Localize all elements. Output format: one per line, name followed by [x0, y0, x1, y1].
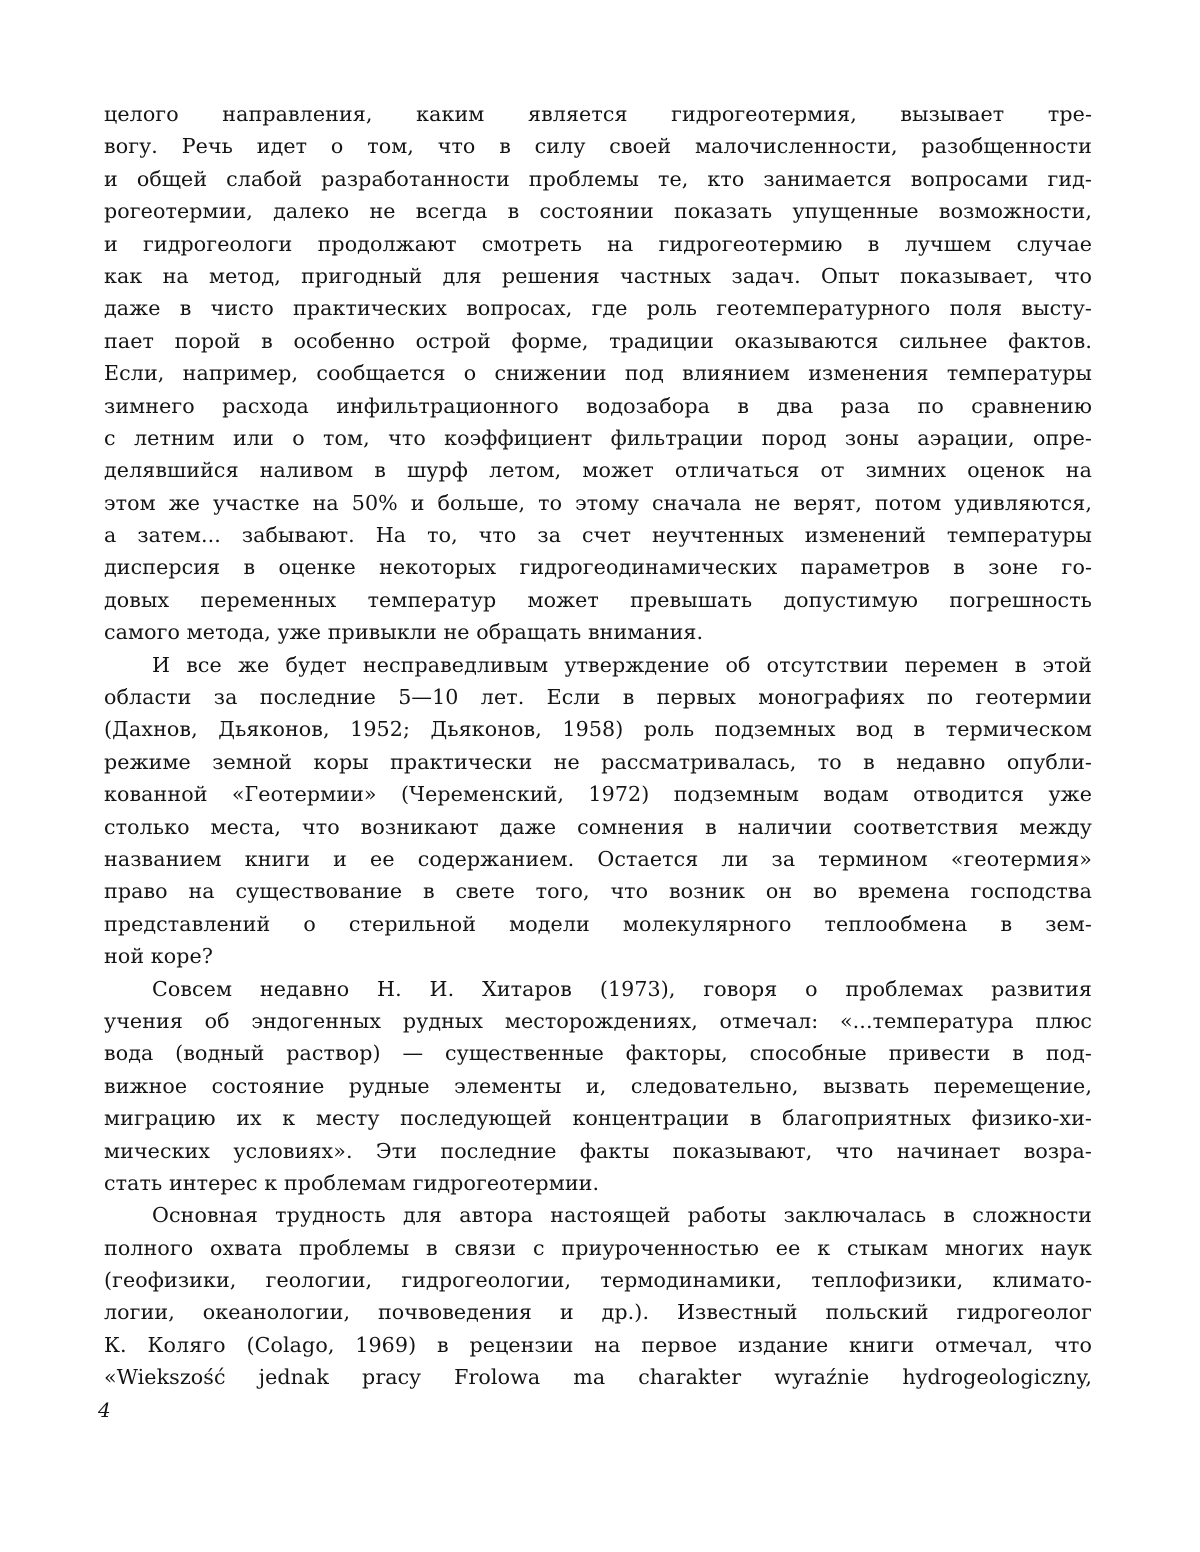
text-line: вогу. Речь идет о том, что в силу своей малочисленности, разобщенности [104, 134, 1092, 159]
text-line: ной коре? [104, 944, 213, 969]
paragraph-2 [104, 649, 1092, 973]
text-line: право на существование в свете того, что возник он во времена господства [104, 879, 1092, 904]
text-line: (геофизики, геологии, гидрогеологии, термодинамики, теплофизики, климато- [104, 1268, 1092, 1293]
text-line: даже в чисто практических вопросах, где роль геотемпературного поля высту- [104, 296, 1092, 321]
text-line: довых переменных температур может превышать допустимую погрешность [104, 587, 1092, 612]
text-line: рогеотермии, далеко не всегда в состоянии показать упущенные возможности, [104, 199, 1092, 224]
text-line: «Wiekszość jednak pracy Frolowa ma charakter wyraźnie hydrogeologiczny, [104, 1365, 1092, 1390]
text-line: зимнего расхода инфильтрационного водозабора в два раза по сравнению [104, 393, 1092, 418]
text-line: а затем... забывают. На то, что за счет неучтенных изменений температуры [104, 523, 1092, 548]
text-line: учения об эндогенных рудных месторождениях, отмечал: «...температура плюс [104, 1008, 1092, 1033]
text-line: вижное состояние рудные элементы и, следовательно, вызвать перемещение, [104, 1073, 1092, 1098]
text-line: К. Колягo (Colago, 1969) в рецензии на первое издание книги отмечал, что [104, 1332, 1092, 1357]
text-line: режиме земной коры практически не рассматривалась, то в недавно опубли- [104, 749, 1092, 774]
text-line: как на метод, пригодный для решения частных задач. Опыт показывает, что [104, 263, 1092, 288]
text-line: вода (водный раствор) — существенные факторы, способные привести в под- [104, 1041, 1092, 1066]
text-line: области за последние 5—10 лет. Если в первых монографиях по геотермии [104, 685, 1092, 710]
text-line: миграцию их к месту последующей концентрации в благоприятных физико-хи- [104, 1106, 1092, 1131]
paragraph-4 [104, 1199, 1092, 1393]
text-line: и общей слабой разработанности проблемы те, кто занимается вопросами гид- [104, 166, 1092, 191]
text-line: стать интерес к проблемам гидрогеотермии. [104, 1170, 600, 1195]
text-line: Совсем недавно Н. И. Хитаров (1973), говоря о проблемах развития [152, 976, 1092, 1001]
text-line: самого метода, уже привыкли не обращать внимания. [104, 620, 704, 645]
text-line: Основная трудность для автора настоящей работы заключалась в сложности [152, 1203, 1092, 1228]
text-line: логии, океанологии, почвоведения и др.). Известный польский гидрогеолог [104, 1300, 1092, 1325]
paragraph-3 [104, 973, 1092, 1200]
text-line: (Дахнов, Дьяконов, 1952; Дьяконов, 1958) роль подземных вод в термическом [104, 717, 1092, 742]
text-line: кованной «Геотермии» (Череменский, 1972) подземным водам отводится уже [104, 782, 1092, 807]
text-line: мических условиях». Эти последние факты показывают, что начинает возра- [104, 1138, 1092, 1163]
text-line: и гидрогеологи продолжают смотреть на гидрогеотермию в лучшем случае [104, 231, 1092, 256]
text-line: И все же будет несправедливым утверждение об отсутствии перемен в этой [152, 652, 1092, 677]
text-line: этом же участке на 50% и больше, то этому сначала не верят, потом удивляются, [104, 490, 1092, 515]
text-line: Если, например, сообщается о снижении под влиянием изменения температуры [104, 361, 1092, 386]
text-line: делявшийся наливом в шурф летом, может отличаться от зимних оценок на [104, 458, 1092, 483]
text-line: дисперсия в оценке некоторых гидрогеодинамических параметров в зоне го- [104, 555, 1092, 580]
text-line: названием книги и ее содержанием. Остается ли за термином «геотермия» [104, 846, 1092, 871]
text-line: представлений о стерильной модели молекулярного теплообмена в зем- [104, 911, 1092, 936]
text-line: целого направления, каким является гидрогеотермия, вызывает тре- [104, 102, 1092, 126]
paragraph-1 [104, 98, 1092, 649]
body-text [104, 98, 1092, 1394]
text-line: полного охвата проблемы в связи с приуроченностью ее к стыкам многих наук [104, 1235, 1092, 1260]
text-line: столько места, что возникают даже сомнения в наличии соответствия между [104, 814, 1092, 839]
text-line: пает порой в особенно острой форме, традиции оказываются сильнее фактов. [104, 328, 1092, 353]
page-number: 4 [98, 1398, 111, 1422]
text-line: с летним или о том, что коэффициент фильтрации пород зоны аэрации, опре- [104, 425, 1092, 450]
